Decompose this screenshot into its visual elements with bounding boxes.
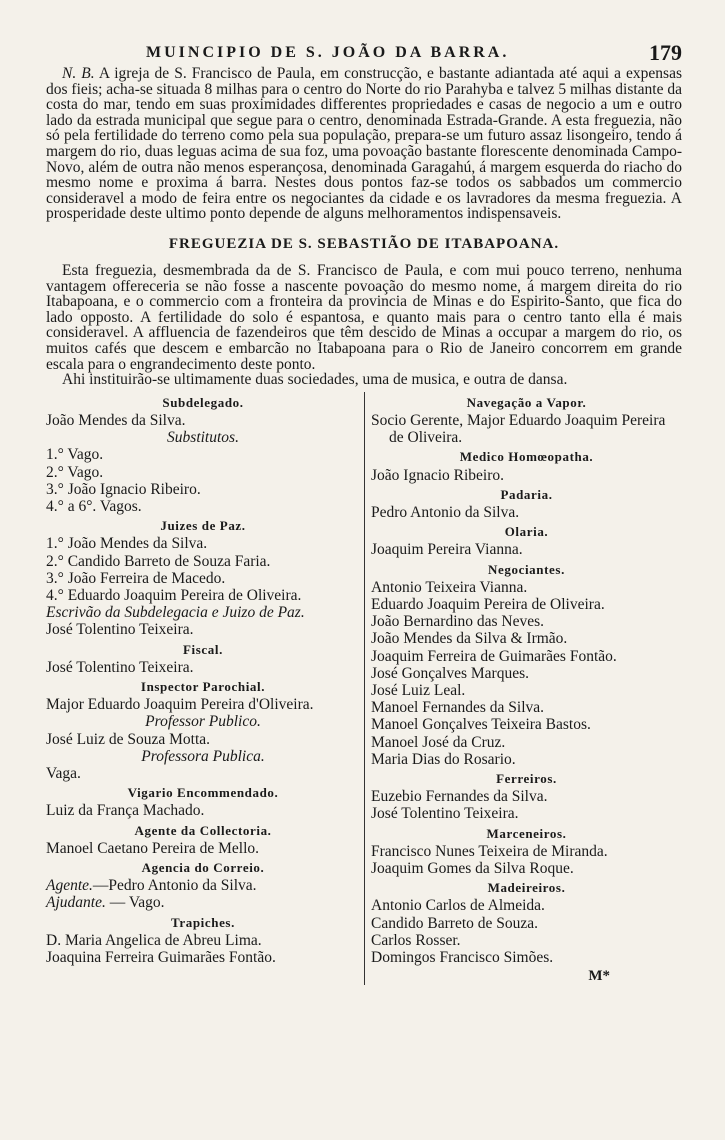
fiscal-name: José Tolentino Teixeira.	[46, 658, 194, 676]
escrivao-label: Escrivão da Subdelegacia e Juizo de Paz.	[46, 604, 305, 622]
negociantes-heading: Negociantes.	[488, 561, 565, 577]
ferreiros-heading: Ferreiros.	[496, 770, 557, 786]
escrivao-name: José Tolentino Teixeira.	[46, 621, 194, 639]
intro-paragraph	[46, 66, 682, 222]
ajudante-name: — Vago.	[105, 894, 165, 912]
madeireiro-item: Carlos Rosser.	[371, 931, 461, 949]
ferreiro-item: José Tolentino Teixeira.	[371, 805, 519, 823]
collectoria-heading: Agente da Collectoria.	[134, 822, 272, 838]
page	[46, 40, 682, 985]
vigario-name: Luiz da França Machado.	[46, 802, 205, 820]
correio-agente	[46, 877, 360, 894]
page-header	[46, 40, 682, 66]
juiz-item: 3.° João Ferreira de Macedo.	[46, 569, 226, 587]
signature-mark: M*	[588, 968, 610, 985]
madeireiro-item: Domingos Francisco Simões.	[371, 948, 554, 966]
navegacao-heading: Navegação a Vapor.	[466, 394, 587, 410]
left-column	[46, 392, 365, 986]
negociante-item: José Luiz Leal.	[371, 681, 466, 699]
ferreiro-item: Euzebio Fernandes da Silva.	[371, 788, 548, 806]
negociante-item: Antonio Teixeira Vianna.	[371, 578, 528, 596]
juizes-heading: Juizes de Paz.	[160, 518, 246, 534]
negociante-item: Maria Dias do Rosario.	[371, 750, 516, 768]
madeireiros-heading: Madeireiros.	[487, 880, 566, 896]
marceneiros-heading: Marceneiros.	[486, 825, 567, 841]
substituto-item: 4.° a 6°. Vagos.	[46, 497, 142, 515]
negociante-item: João Mendes da Silva & Irmão.	[371, 630, 568, 648]
marceneiro-item: Joaquim Gomes da Silva Roque.	[371, 859, 574, 877]
subdelegado-heading: Subdelegado.	[162, 394, 244, 410]
professora-name: Vaga.	[46, 764, 81, 782]
negociante-item: José Gonçalves Marques.	[371, 664, 529, 682]
trapiche-item: Joaquina Ferreira Guimarães Fontão.	[46, 948, 276, 966]
correio-heading: Agencia do Correio.	[141, 859, 265, 875]
olaria-name: Joaquim Pereira Vianna.	[371, 541, 523, 559]
nb-label: N. B.	[62, 65, 95, 82]
section-paragraph-2: Ahi instituirão-se ultimamente duas sociedades, uma de musica, e outra de dansa.	[62, 371, 568, 389]
negociante-item: Manoel Fernandes da Silva.	[371, 699, 545, 717]
substitutos-heading: Substitutos.	[167, 429, 239, 447]
ajudante-label: Ajudante.	[46, 894, 106, 912]
negociante-item: Manoel Gonçalves Teixeira Bastos.	[371, 716, 591, 734]
padaria-heading: Padaria.	[500, 486, 553, 502]
fiscal-heading: Fiscal.	[183, 641, 223, 657]
substituto-item: 3.° João Ignacio Ribeiro.	[46, 480, 201, 498]
juiz-item: 1.° João Mendes da Silva.	[46, 535, 208, 553]
correio-ajudante	[46, 894, 360, 911]
negociante-item: Eduardo Joaquim Pereira de Oliveira.	[371, 595, 605, 613]
vigario-heading: Vigario Encommendado.	[127, 785, 279, 801]
subdelegado-name: João Mendes da Silva.	[46, 411, 186, 429]
negociante-item: Joaquim Ferreira de Guimarães Fontão.	[371, 647, 617, 665]
trapiche-item: D. Maria Angelica de Abreu Lima.	[46, 931, 262, 949]
navegacao-entry: Socio Gerente, Major Eduardo Joaquim Pereira de Oliveira.	[371, 411, 666, 447]
substituto-item: 2.° Vago.	[46, 463, 104, 481]
padaria-name: Pedro Antonio da Silva.	[371, 503, 520, 521]
medico-heading: Medico Homœopatha.	[459, 449, 594, 465]
intro-text: A igreja de S. Francisco de Paula, em construcção, e bastante adiantada até aqui a expensas dos fieis; acha-se situada 8 milhas para o centro do Norte do rio Parahyba e talvez 5 milhas distante da costa do mar, tendo em suas proximidades differentes propriedades e casas de negocio a um e outro lado da estrada municipal que segue para o centro, denominada Estrada-Grande. A esta freguezia, não só pela fertilidade do terreno como pela sua população, prepara-se um futuro assaz lisongeiro, tendo á margem do rio, duas leguas acima de sua foz, uma povoação bastante florescente denominada Campo-Novo, além de outra não menos esperançosa, denominada Garagahú, á margem esquerda do riacho do mesmo nome e proxima á barra. Nestes dous pontos faz-se todos os sabbados um commercio consideravel a modo de feira entre os negociantes da cidade e os lavradores da mesma freguezia. A prosperidade deste ultimo ponto depende de alguns melhoramentos indispensaveis.	[46, 65, 682, 223]
collectoria-name: Manoel Caetano Pereira de Mello.	[46, 839, 260, 857]
substituto-item: 1.° Vago.	[46, 446, 104, 464]
agente-name: —Pedro Antonio da Silva.	[92, 877, 257, 895]
agente-label: Agente.	[46, 877, 93, 895]
section-paragraph-1: Esta freguezia, desmembrada da de S. Francisco de Paula, e com mui pouco terreno, nenhuma vantagem offereceria se não fosse a nascente povoação do mesmo nome, á margem direita do rio Itabapoana, e o commercio com a fronteira da provincia de Minas e do Espirito-Santo, que fica do lado opposto. A fertilidade do solo é espantosa, e quanto mais para o centro tanto ella é mais consideravel. A affluencia de fazendeiros que têm descido de Minas a occupar a margem do rio, os muitos cafés que descem e embarcão no Itabapoana para o Rio de Janeiro concorrem em grande escala para o engrandecimento deste ponto.	[46, 261, 682, 373]
directory-columns	[46, 392, 682, 986]
juiz-item: 2.° Candido Barreto de Souza Faria.	[46, 552, 271, 570]
madeireiro-item: Candido Barreto de Souza.	[371, 914, 539, 932]
running-title: MUINCIPIO DE S. JOÃO DA BARRA.	[146, 44, 510, 61]
inspector-heading: Inspector Parochial.	[140, 678, 266, 694]
inspector-name: Major Eduardo Joaquim Pereira d'Oliveira.	[46, 696, 314, 714]
negociante-item: Manoel José da Cruz.	[371, 733, 506, 751]
marceneiro-item: Francisco Nunes Teixeira de Miranda.	[371, 842, 608, 860]
right-column	[365, 392, 682, 986]
trapiches-heading: Trapiches.	[171, 914, 235, 930]
negociante-item: João Bernardino das Neves.	[371, 613, 545, 631]
professor-heading: Professor Publico.	[145, 713, 261, 731]
medico-name: João Ignacio Ribeiro.	[371, 466, 505, 484]
olaria-heading: Olaria.	[504, 524, 549, 540]
professor-name: José Luiz de Souza Motta.	[46, 730, 211, 748]
madeireiro-item: Antonio Carlos de Almeida.	[371, 897, 545, 915]
section-title: FREGUEZIA DE S. SEBASTIÃO DE ITABAPOANA.	[168, 235, 560, 252]
professora-heading: Professora Publica.	[141, 747, 265, 765]
page-number: 179	[649, 40, 682, 65]
juiz-item: 4.° Eduardo Joaquim Pereira de Oliveira.	[46, 586, 302, 604]
